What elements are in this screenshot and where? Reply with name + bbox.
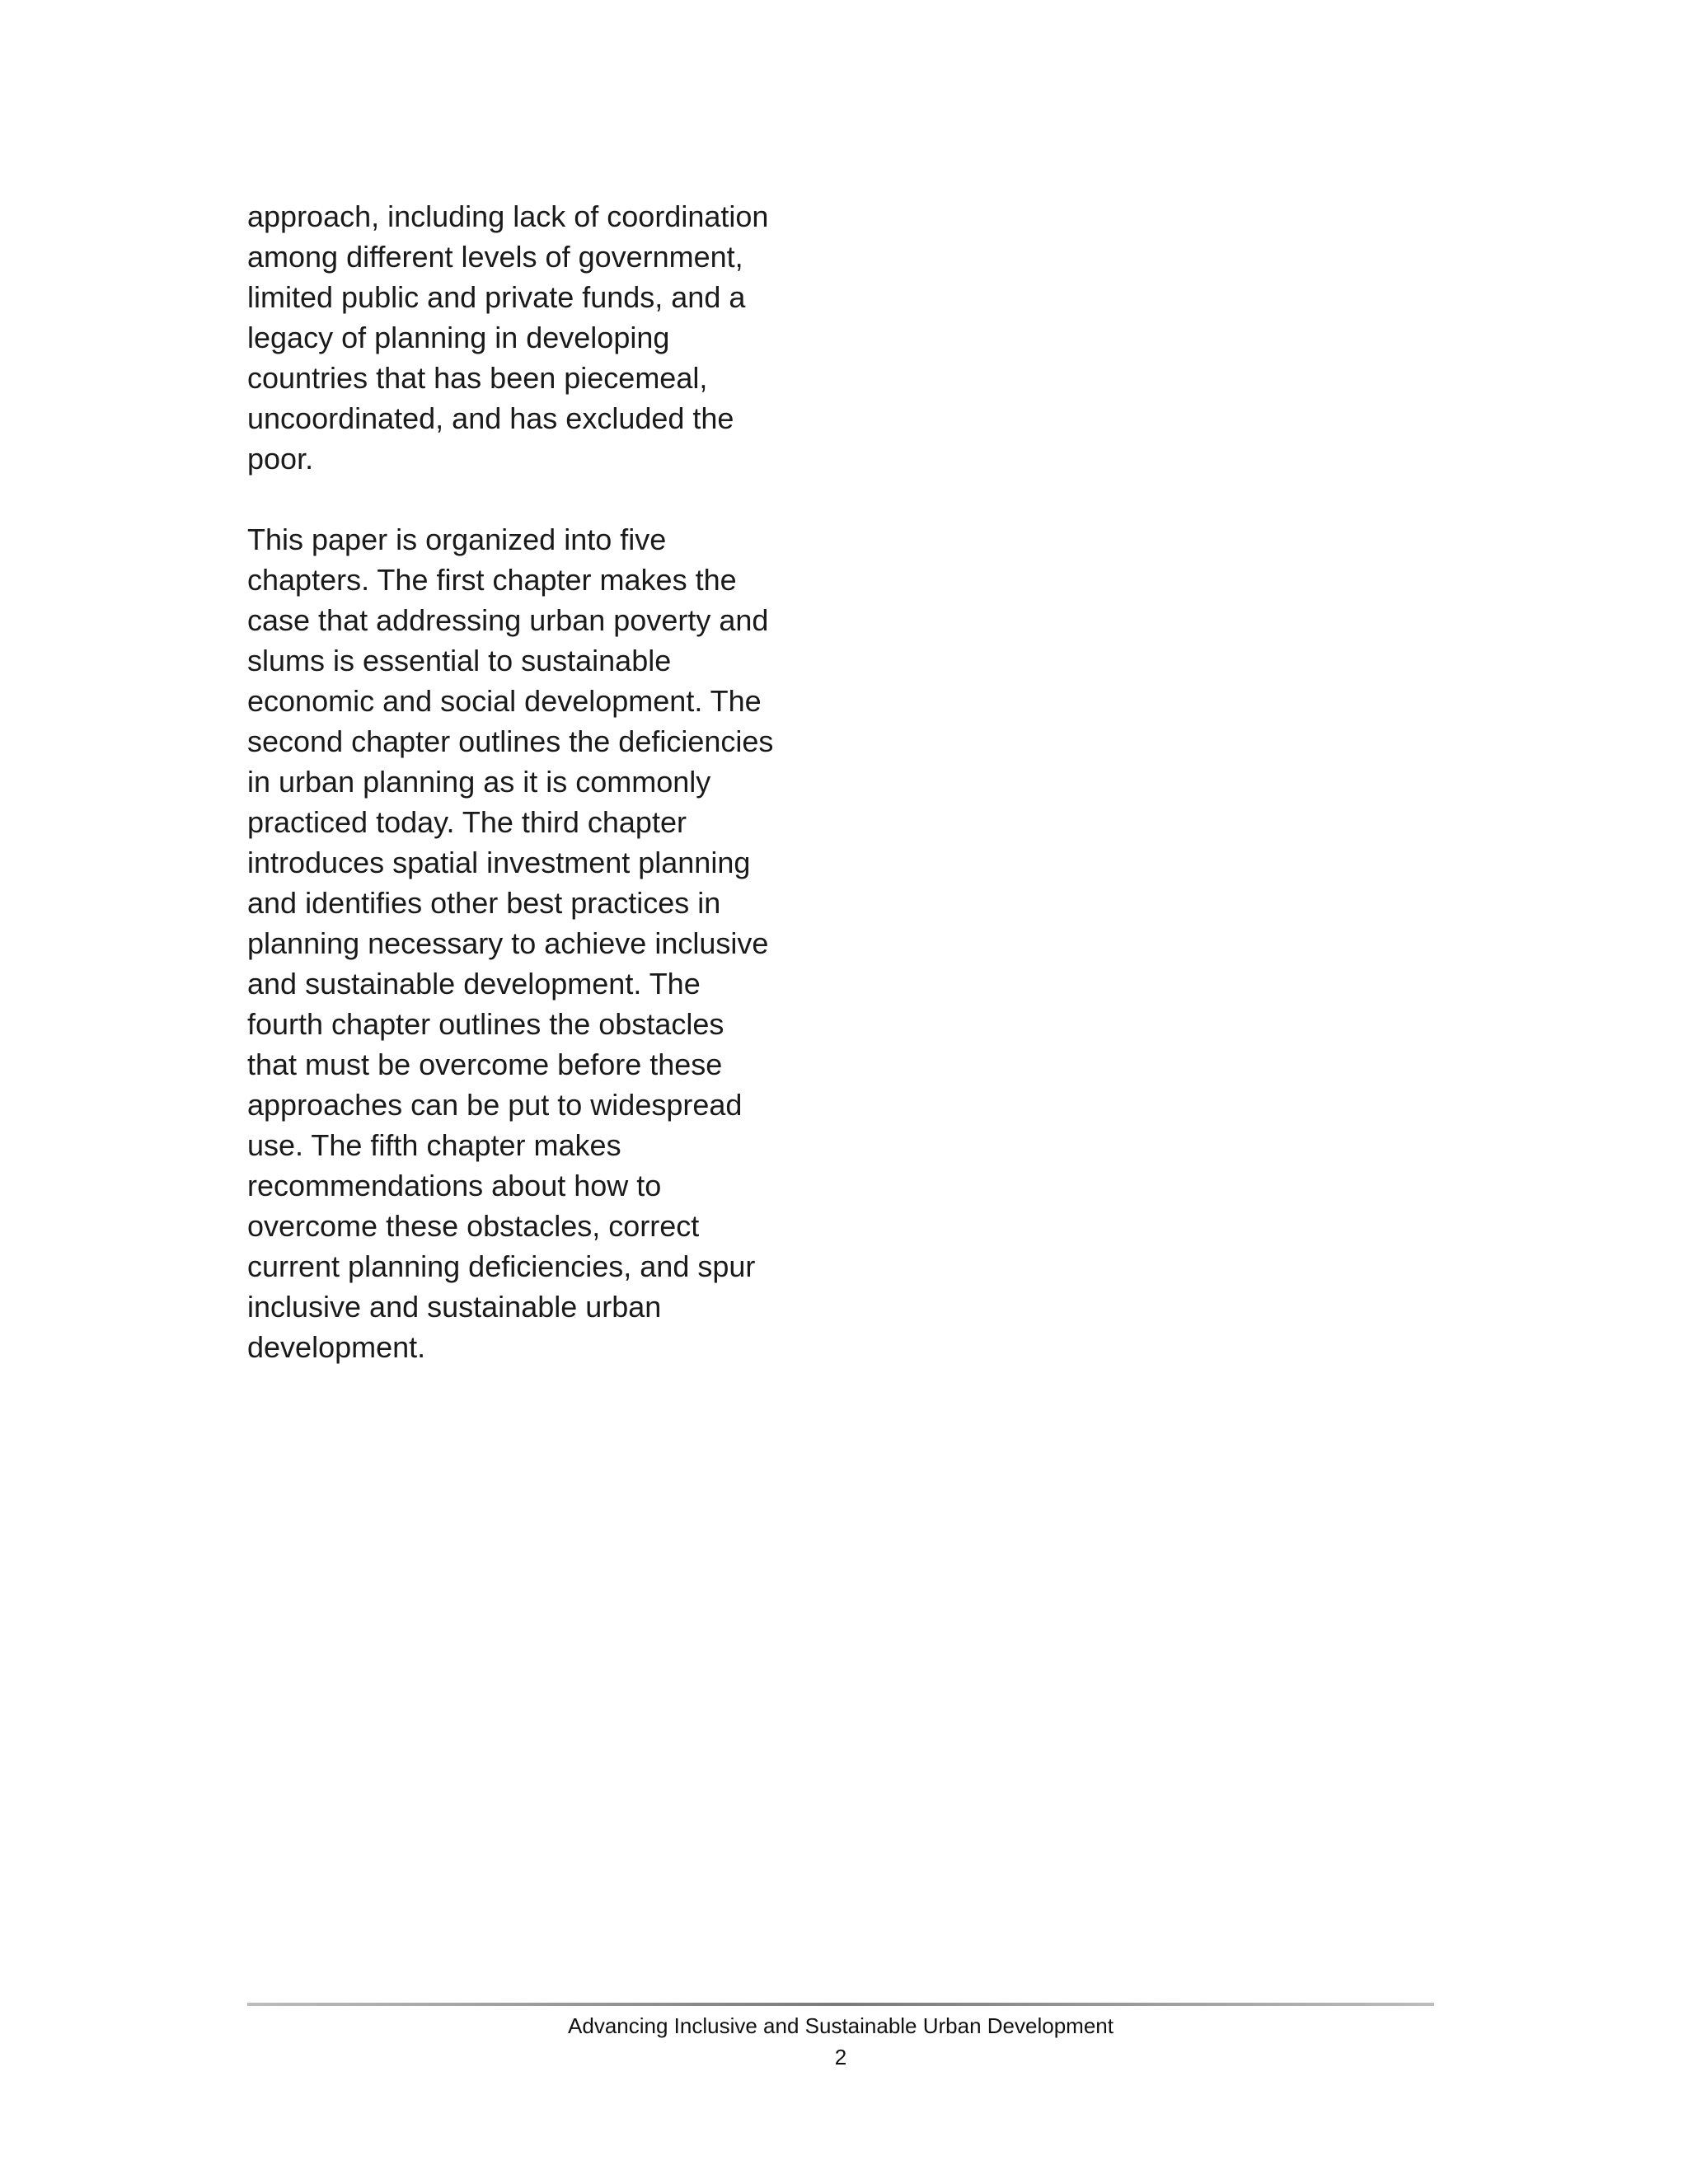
body-paragraph: This paper is organized into five chapters. The first chapter makes the case that addressing urban poverty and slums is essential to sustainable economic and social development. The second chapter outlines the deficiencies in urban planning as it is commonly practiced today. The third chapter introduces spatial investment planning and identifies other best practices in planning necessary to achieve inclusive and sustainable development. The fourth chapter outlines the obstacles that must be overcome before these approaches can be put to widespread use. The fifth chapter makes recommendations about how to overcome these obstacles, correct current planning deficiencies, and spur inclusive and sustainable urban development. [247, 523, 774, 1364]
footer-title: Advancing Inclusive and Sustainable Urban Development [568, 2013, 1114, 2038]
page-number: 2 [834, 2045, 847, 2069]
body-paragraph: approach, including lack of coordination among different levels of government, limited public and private funds, and a legacy of planning in developing countries that has been piecemeal, uncoordinated, and has excluded the poor. [247, 199, 769, 476]
body-text-column [247, 196, 816, 1367]
footer-divider [247, 2003, 1434, 2006]
